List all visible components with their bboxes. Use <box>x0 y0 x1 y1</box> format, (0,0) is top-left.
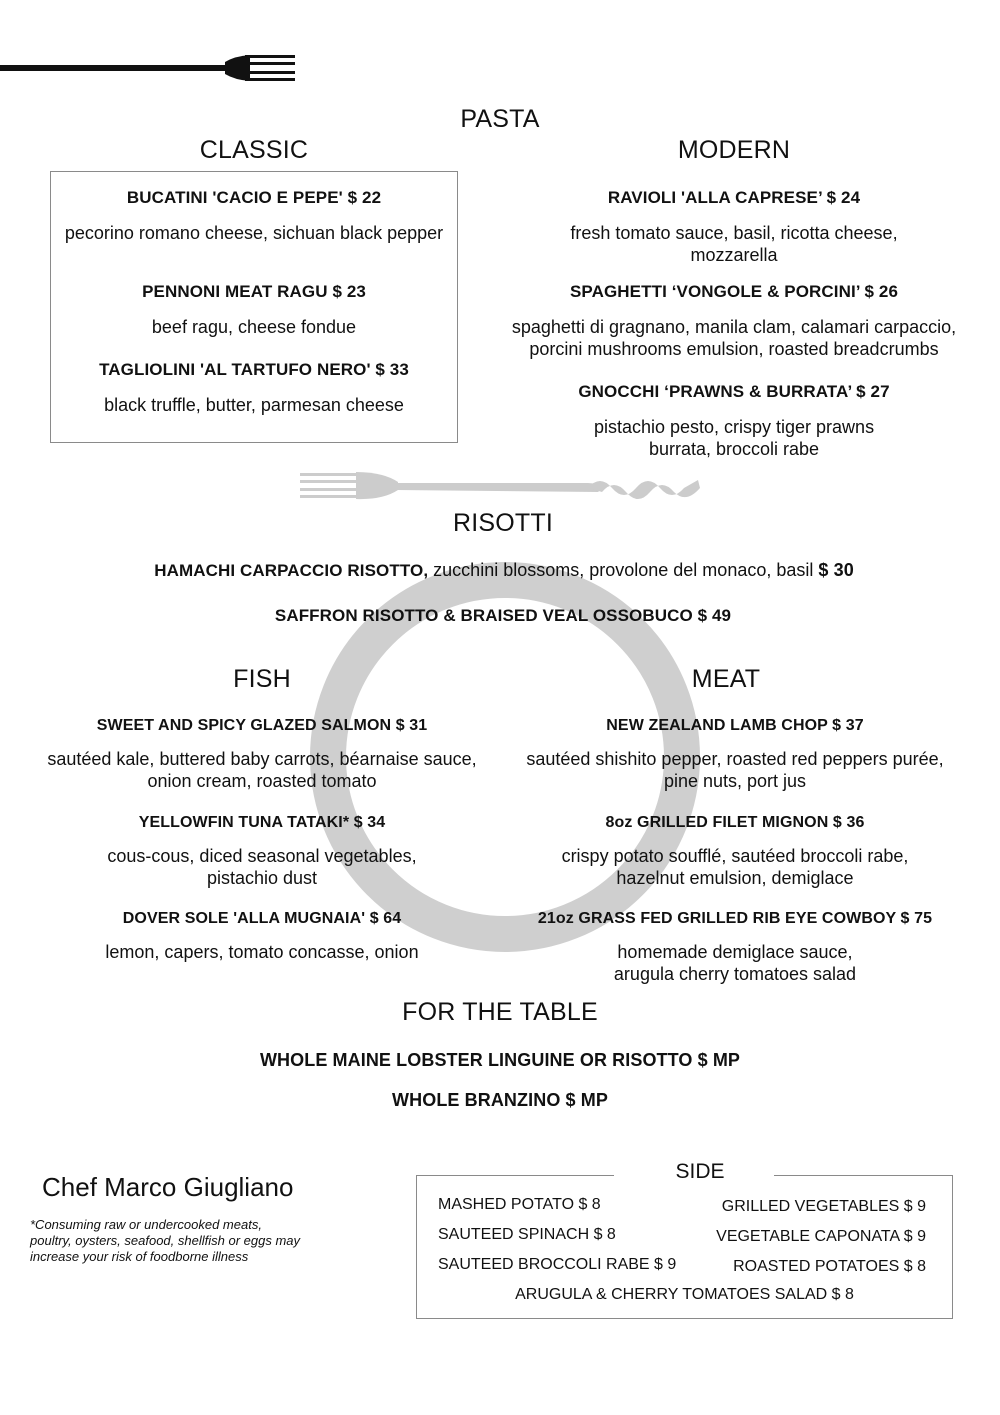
fish-desc-1a: sautéed kale, buttered baby carrots, béarnaise sauce, <box>47 749 477 769</box>
classic-desc-1: pecorino romano cheese, sichuan black pepper <box>64 223 444 243</box>
meat-title: MEAT <box>691 665 761 693</box>
meat-desc-3b: arugula cherry tomatoes salad <box>613 964 857 984</box>
meat-desc-2b: hazelnut emulsion, demiglace <box>616 868 854 888</box>
modern-desc-2a: spaghetti di gragnano, manila clam, calamari carpaccio, <box>511 317 957 337</box>
modern-desc-2b: porcini mushrooms emulsion, roasted breadcrumbs <box>529 339 939 359</box>
fork-icon <box>0 50 300 86</box>
modern-desc-1b: mozzarella <box>690 245 778 265</box>
modern-title: MODERN <box>677 136 791 164</box>
disclaimer-3: increase your risk of foodborne illness <box>30 1249 249 1264</box>
meat-dish-2: 8oz GRILLED FILET MIGNON $ 36 <box>605 814 865 831</box>
fish-desc-3: lemon, capers, tomato concasse, onion <box>105 942 419 962</box>
side-bottom: ARUGULA & CHERRY TOMATOES SALAD $ 8 <box>515 1286 854 1303</box>
fish-dish-2: YELLOWFIN TUNA TATAKI* $ 34 <box>138 814 386 831</box>
risotto-dish-1: HAMACHI CARPACCIO RISOTTO, <box>154 561 429 580</box>
modern-desc-1a: fresh tomato sauce, basil, ricotta cheese, <box>570 223 898 243</box>
fish-dish-3: DOVER SOLE 'ALLA MUGNAIA' $ 64 <box>122 910 402 927</box>
modern-dish-3: GNOCCHI ‘PRAWNS & BURRATA’ $ 27 <box>578 382 890 401</box>
fish-title: FISH <box>233 665 291 693</box>
fish-dish-1: SWEET AND SPICY GLAZED SALMON $ 31 <box>96 717 428 734</box>
modern-dish-1: RAVIOLI 'ALLA CAPRESE’ $ 24 <box>607 188 861 207</box>
modern-desc-3a: pistachio pesto, crispy tiger prawns <box>593 417 875 437</box>
fish-desc-1b: onion cream, roasted tomato <box>147 771 377 791</box>
table-dish-2: WHOLE BRANZINO $ MP <box>392 1090 608 1110</box>
classic-title: CLASSIC <box>199 136 309 164</box>
for-the-table-title: FOR THE TABLE <box>402 998 598 1026</box>
meat-desc-1a: sautéed shishito pepper, roasted red peppers purée, <box>526 749 944 769</box>
risotti-title: RISOTTI <box>452 509 553 537</box>
fish-desc-2a: cous-cous, diced seasonal vegetables, <box>107 846 417 866</box>
classic-dish-1: BUCATINI 'CACIO E PEPE' $ 22 <box>126 188 382 207</box>
table-dish-1: WHOLE MAINE LOBSTER LINGUINE OR RISOTTO $ MP <box>259 1050 741 1070</box>
disclaimer-2: poultry, oysters, seafood, shellfish or eggs may <box>30 1233 300 1248</box>
meat-dish-1: NEW ZEALAND LAMB CHOP $ 37 <box>606 717 864 734</box>
meat-desc-1b: pine nuts, port jus <box>663 771 807 791</box>
modern-desc-3b: burrata, broccoli rabe <box>648 439 820 459</box>
risotto-line-1 <box>60 560 948 581</box>
chef-name: Chef Marco Giugliano <box>42 1172 294 1202</box>
side-left-1: MASHED POTATO $ 8 <box>438 1196 601 1213</box>
modern-dish-2: SPAGHETTI ‘VONGOLE & PORCINI’ $ 26 <box>569 282 899 301</box>
side-left-2: SAUTEED SPINACH $ 8 <box>438 1226 616 1243</box>
meat-desc-3a: homemade demiglace sauce, <box>617 942 853 962</box>
fork-wavy-icon <box>298 466 708 506</box>
side-right-2: VEGETABLE CAPONATA $ 9 <box>716 1228 926 1245</box>
side-left-3: SAUTEED BROCCOLI RABE $ 9 <box>438 1256 677 1273</box>
fish-desc-2b: pistachio dust <box>206 868 318 888</box>
classic-dish-3: TAGLIOLINI 'AL TARTUFO NERO' $ 33 <box>99 360 409 379</box>
risotto-desc-1: zucchini blossoms, provolone del monaco, basil <box>428 560 819 580</box>
meat-dish-3: 21oz GRASS FED GRILLED RIB EYE COWBOY $ 75 <box>537 910 933 927</box>
risotto-price-1: $ 30 <box>818 560 854 580</box>
classic-desc-3: black truffle, butter, parmesan cheese <box>104 395 404 415</box>
disclaimer-1: *Consuming raw or undercooked meats, <box>30 1217 262 1232</box>
classic-desc-2: beef ragu, cheese fondue <box>151 317 357 337</box>
risotto-dish-2: SAFFRON RISOTTO & BRAISED VEAL OSSOBUCO $ 49 <box>274 606 732 625</box>
side-title: SIDE <box>675 1160 725 1183</box>
side-right-3: ROASTED POTATOES $ 8 <box>733 1258 926 1275</box>
meat-desc-2a: crispy potato soufflé, sautéed broccoli rabe, <box>561 846 909 866</box>
side-right-1: GRILLED VEGETABLES $ 9 <box>721 1198 926 1215</box>
classic-dish-2: PENNONI MEAT RAGU $ 23 <box>142 282 366 301</box>
pasta-title: PASTA <box>460 105 540 133</box>
